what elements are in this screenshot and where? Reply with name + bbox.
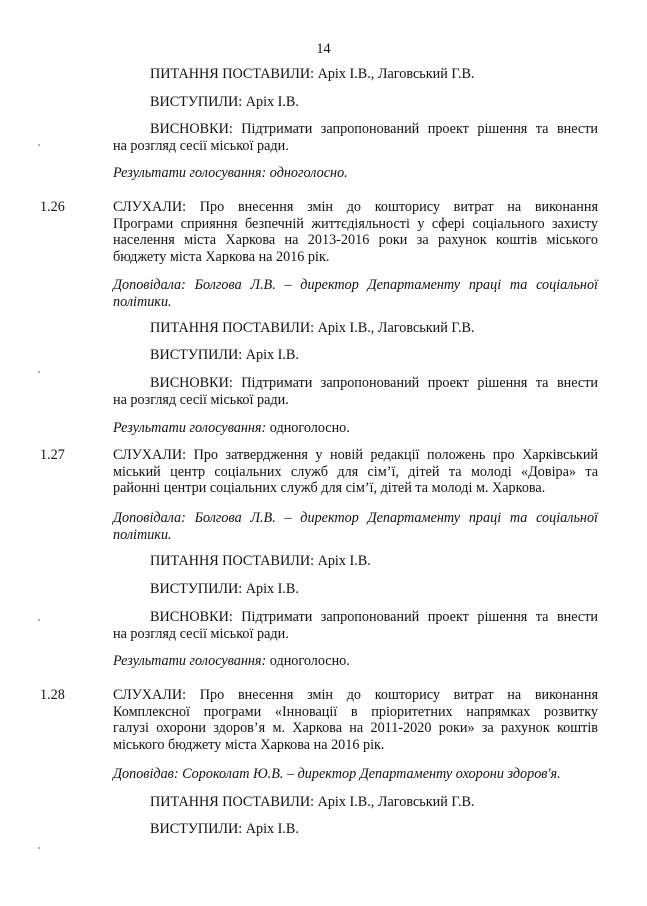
reporter-line: політики. — [113, 526, 172, 543]
conclusion-paragraph — [113, 609, 598, 642]
questions-line: ПИТАННЯ ПОСТАВИЛИ: Аріх І.В. — [150, 553, 371, 569]
heard-line: міський центр соціальних служб для сім’ї, дітей та молоді «Довіра» та — [113, 463, 598, 480]
conclusion-paragraph — [113, 375, 598, 408]
speakers-line: ВИСТУПИЛИ: Аріх І.В. — [150, 347, 299, 363]
vote-result — [113, 653, 350, 670]
conclusion-line: на розгляд сесії міської ради. — [113, 391, 289, 408]
item-number: 1.26 — [40, 199, 65, 215]
vote-result — [113, 420, 350, 437]
heard-paragraph — [113, 447, 598, 497]
heard-line: міського бюджету міста Харкова на 2016 рік. — [113, 736, 385, 753]
heard-line: СЛУХАЛИ: Про внесення змін до кошторису витрат на виконання — [113, 687, 598, 703]
heard-line: районні центри соціальних служб для сім’ї, дітей та молоді м. Харкова. — [113, 480, 546, 496]
conclusion-paragraph — [113, 121, 598, 154]
heard-line: СЛУХАЛИ: Про затвердження у новій редакції положень про Харківський — [113, 447, 598, 463]
reporter-line: Доповідав: Сороколат Ю.В. – директор Департаменту охорони здоров'я. — [113, 766, 561, 782]
reporter-line: політики. — [113, 293, 172, 310]
item-number: 1.27 — [40, 447, 65, 463]
scan-speck — [38, 847, 40, 849]
vote-label: Результати голосування: — [113, 420, 267, 436]
heard-line: СЛУХАЛИ: Про внесення змін до кошторису витрат на виконання — [113, 199, 598, 215]
questions-line: ПИТАННЯ ПОСТАВИЛИ: Аріх І.В., Лаговський Г.В. — [150, 794, 475, 810]
reporter-paragraph — [113, 510, 598, 543]
conclusion-line: на розгляд сесії міської ради. — [113, 625, 289, 642]
heard-paragraph — [113, 199, 598, 265]
conclusion-line: ВИСНОВКИ: Підтримати запропонований проект рішення та внести — [150, 375, 598, 391]
reporter-line: Доповідала: Болгова Л.В. – директор Департаменту праці та соціальної — [113, 510, 598, 526]
scan-speck — [38, 144, 40, 146]
questions-line: ПИТАННЯ ПОСТАВИЛИ: Аріх І.В., Лаговський Г.В. — [150, 66, 475, 82]
heard-line: Програми сприяння безпечній життєдіяльності у сфері соціального захисту — [113, 215, 598, 232]
speakers-line: ВИСТУПИЛИ: Аріх І.В. — [150, 94, 299, 110]
heard-line: населення міста Харкова на 2013-2016 роки за рахунок коштів міського — [113, 232, 598, 248]
reporter-line: Доповідала: Болгова Л.В. – директор Департаменту праці та соціальної — [113, 277, 598, 293]
vote-result: Результати голосування: одноголосно. — [113, 165, 348, 181]
vote-value: одноголосно. — [269, 653, 350, 669]
heard-line: Комплексної програми «Інновації в пріоритетних напрямках розвитку — [113, 703, 598, 720]
conclusion-line: ВИСНОВКИ: Підтримати запропонований проект рішення та внести — [150, 609, 598, 625]
questions-line: ПИТАННЯ ПОСТАВИЛИ: Аріх І.В., Лаговський Г.В. — [150, 320, 475, 336]
heard-line: бюджету міста Харкова на 2016 рік. — [113, 248, 330, 265]
page-number: 14 — [316, 41, 331, 57]
scan-speck — [38, 619, 40, 621]
vote-value: одноголосно. — [269, 420, 350, 436]
speakers-line: ВИСТУПИЛИ: Аріх І.В. — [150, 581, 299, 597]
speakers-line: ВИСТУПИЛИ: Аріх І.В. — [150, 821, 299, 837]
conclusion-line: на розгляд сесії міської ради. — [113, 137, 289, 154]
heard-line: галузі охорони здоров’я м. Харкова на 2011-2020 роки» за рахунок коштів — [113, 720, 598, 736]
vote-label: Результати голосування: — [113, 653, 267, 669]
item-number: 1.28 — [40, 687, 65, 703]
reporter-paragraph — [113, 277, 598, 310]
heard-paragraph — [113, 687, 598, 753]
conclusion-line: ВИСНОВКИ: Підтримати запропонований проект рішення та внести — [150, 121, 598, 137]
scan-speck — [38, 371, 40, 373]
